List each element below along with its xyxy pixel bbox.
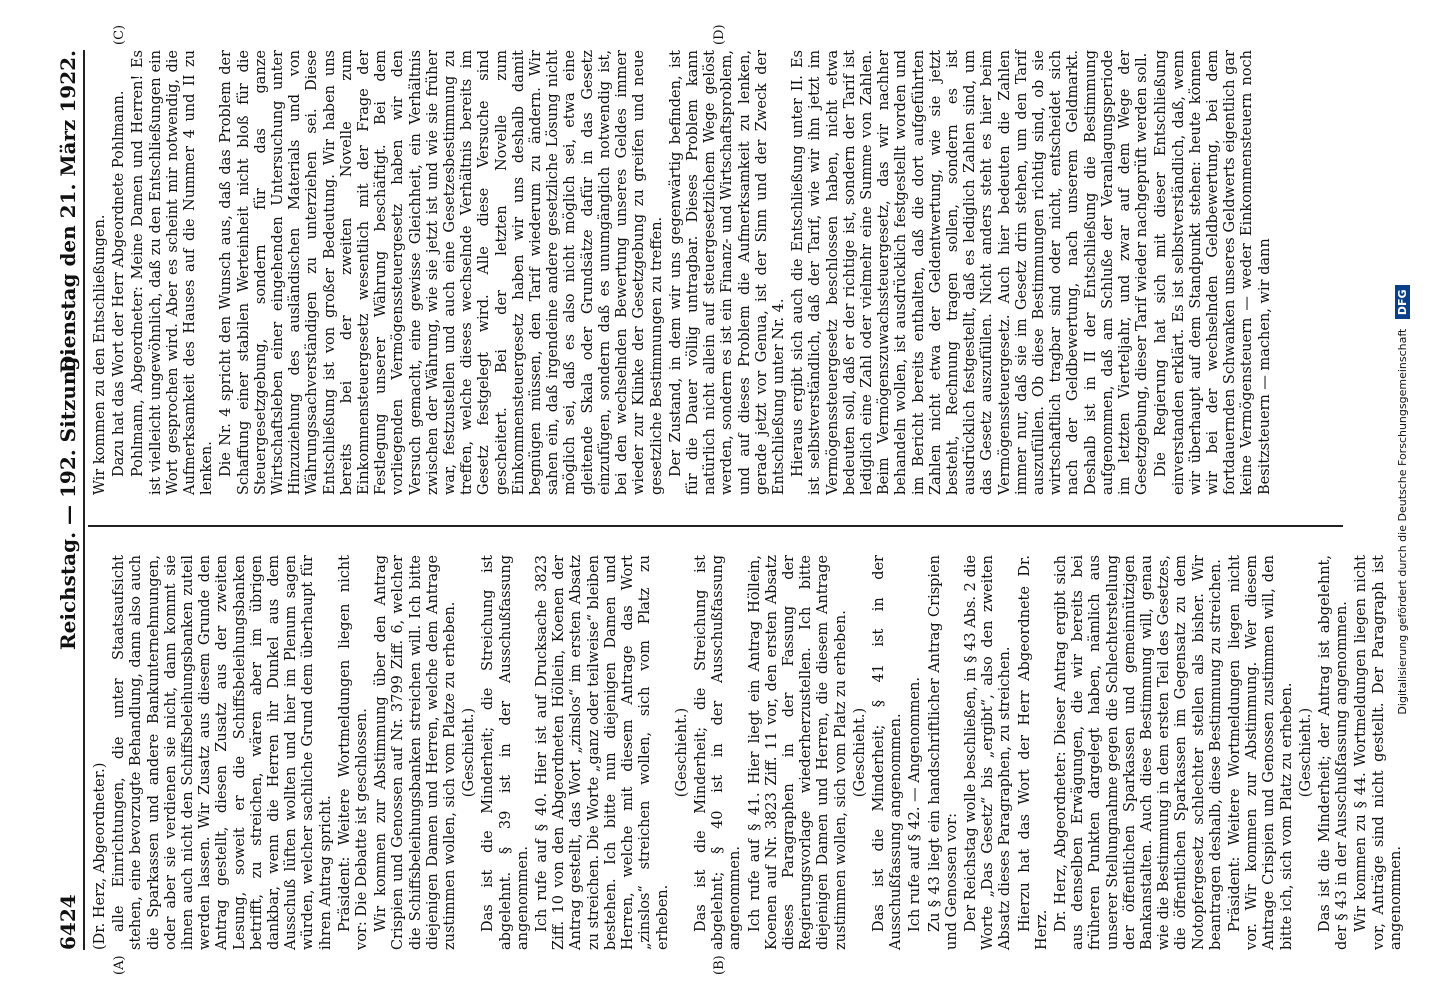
paragraph: Dr. Herz, Abgeordneter: Dieser Antrag ergibt sich aus denselben Erwägungen, die wir bereits bei früheren Punkten dargelegt haben, nämlich aus unserer Stellungnahme gegen die Schlechterstellung der öffentlichen Sparkassen und gemeinnützigen Bankanstalten. Auch diese Bestimmung will, genau wie die Bestimmung in dem ersten Teil des Gesetzes, die öffentlichen Sparkassen im Gegensatz zu dem Notopfergesetz schlechter stellen als bisher. Wir beantragen deshalb, diese Bestimmung zu streichen. [1052,555,1224,950]
paragraph: Pohlmann, Abgeordneter: Meine Damen und Herren! Es ist vielleicht ungewöhnlich, daß zu den Entschließungen ein Wort gesprochen wird. Aber es scheint mir notwendig, die Aufmerksamkeit des Hauses auf die Nummer 4 und II zu lenken. [130,50,216,495]
session-date: Dienstag den 21. März 1922. [56,50,80,374]
margin-marker-d: (D) [712,24,727,45]
paragraph: Präsident: Weitere Wortmeldungen liegen nicht vor. Wir kommen zur Abstimmung. Wer diesem Antrage Crispien und Genossen zustimmen will, den bitte ich, sich vom Platz zu erheben. [1227,555,1295,950]
paragraph: Das ist die Minderheit; der Antrag ist abgelehnt, der § 43 in der Ausschußfassung angenommen. [1317,555,1351,950]
paragraph: Ich rufe auf § 41. Hier liegt ein Antrag Höllein, Koenen auf Nr. 3823 Ziff. 11 vor, den ersten Absatz dieses Paragraphen in der Fassung der Regierungsvorlage wiederherzustellen. Ich bitte diejenigen Damen und Herren, die diesem Antrage zustimmen wollen, sich vom Platz zu erheben. [746,555,849,950]
paragraph: Das ist die Minderheit; die Streichung ist abgelehnt; § 40 ist in der Ausschußfassung angenommen. [692,555,744,950]
paragraph: Ich rufe auf § 42. — Angenommen. [907,677,924,932]
paragraph: Der Reichstag wolle beschließen, in § 43 Abs. 2 die Worte „Das Gesetz“ bis „ergibt“, also den zweiten Absatz dieses Paragraphen, zu streichen. [962,555,1014,950]
session-title: Reichstag. — 192. Sitzung. [56,349,80,650]
paragraph: Der Zustand, in dem wir uns gegenwärtig befinden, ist für die Dauer völlig untragbar. Dieses Problem kann natürlich nicht allein auf steuergesetzlichem Wege gelöst werden, sondern es ist ein Finanz- und Wirtschaftsproblem, und auf dieses Problem die Aufmerksamkeit zu lenken, gerade jetzt vor Genua, ist der Sinn und der Zweck der Entschließung unter Nr. 4. [667,50,787,495]
paragraph: Dazu hat das Wort der Herr Abgeordnete Pohlmann. [111,90,128,477]
paragraph: Das ist die Minderheit; die Streichung ist abgelehnt. § 39 ist in der Ausschußfassung angenommen. [480,555,531,950]
paragraph: Hieraus ergibt sich auch die Entschließung unter II. Es ist selbstverständlich, daß der Tarif, wie wir ihn jetzt im Vermögenssteuergesetz beschlossen haben, nicht etwa bedeuten soll, daß er der richtige ist, sondern der Tarif ist lediglich eine Zahl oder vielmehr eine Summe von Zahlen. Beim Vermögenszuwachssteuergesetz, das wir nachher behandeln wollen, ist ausdrücklich festgestellt worden und im Bericht bereits enthalten, daß die dort aufgeführten Zahlen nicht etwa der Geldentwertung, wie sie jetzt besteht, Rechnung tragen sollen, sondern es ist ausdrücklich festgestellt, daß es lediglich Zahlen sind, um das Gesetz auszufüllen. Nicht anders steht es hier beim Vermögenssteuergesetz. Auch hier bedeuten die Zahlen immer nur, daß sie im Gesetz drin stehen, um den Tarif auszufüllen. Ob diese Bestimmungen richtig sind, ob sie wirtschaftlich tragbar sind oder nicht, entscheidet sich nach der Geldbewertung, nach unserem Geldmarkt. Deshalb ist in II der Entschließung die Bestimmung aufgenommen, daß am Schluße der Veranlagungsperiode im letzten Vierteljahr, und zwar auf dem Wege der Gesetzgebung, dieser Tarif wieder nachgeprüft werden soll. [790,50,1151,495]
paragraph: (Dr. Herz, Abgeordneter.) [92,762,108,950]
paragraph: Hierzu hat das Wort der Herr Abgeordnete Dr. Herz. [1016,555,1050,950]
paragraph: (Geschieht.) [1297,707,1314,798]
paragraph: (Geschieht.) [461,707,478,798]
page-number: 6424 [56,894,80,950]
paragraph: Zu § 43 liegt ein handschriftlicher Antrag Crispien und Genossen vor: [926,555,960,950]
left-column [92,555,1407,950]
column-divider [88,525,1343,527]
credit-text: Digitalisierung gefördert durch die Deutsche Forschungsgemeinschaft [1396,328,1409,715]
margin-marker-c: (C) [112,24,127,45]
paragraph: Wir kommen zur Abstimmung über den Antrag Crispien und Genossen auf Nr. 3799 Ziff. 6, welcher die Schiffsbeleihungsbanken streichen will. Ich bitte diejenigen Damen und Herren, welche dem Antrage zustimmen wollen, sich vom Platze zu erheben. [373,555,459,950]
paragraph: Wir kommen zu § 44. Wortmeldungen liegen nicht vor, Anträge sind nicht gestellt. Der Paragraph ist angenommen. [1353,555,1404,950]
paragraph: alle Einrichtungen, die unter Staatsaufsicht stehen, eine bevorzugte Behandlung, dann also auch die Sparkassen und andere Bankunternehmungen, oder aber sie verdienen sie nicht, dann kommt sie ihnen auch nicht den Schiffsbeleihungsbanken zuteil werden lassen. Wir Zusatz aus diesem Grunde den Antrag gestellt, diesen Zusatz aus der zweiten Lesung, soweit er die Schiffsbeleihungsbanken betrifft, zu streichen, wären aber im übrigen dankbar, wenn die Herren ihr Dunkel aus dem Ausschuß lüften wollten und hier im Plenum sagen würden, welcher sachliche Grund dem überhaupt für ihren Antrag spricht. [111,555,334,950]
paragraph: Ich rufe auf § 40. Hier ist auf Drucksache 3823 Ziff. 10 von den Abgeordneten Höllein, Koenen der Antrag gestellt, das Wort „zinslos“ im ersten Absatz zu streichen. Die Worte „ganz oder teilweise“ bleiben bestehen. Ich bitte nun diejenigen Damen und Herren, welche mit diesem Antrage das Wort „zinslos“ streichen wollen, sich vom Platz zu erheben. [534,555,671,950]
paragraph: Präsident: Weitere Wortmeldungen liegen nicht vor: Die Debatte ist geschlossen. [336,555,371,950]
paragraph: (Geschieht.) [851,707,868,798]
right-column [92,50,1276,495]
paragraph: Das ist die Minderheit; § 41 ist in der Ausschußfassung angenommen. [870,555,905,950]
paragraph: Die Regierung hat sich mit dieser Entschließung einverstanden erklärt. Es ist selbstverständlich, daß, wenn wir überhaupt auf dem Standpunkt stehen: heute können wir bei der wechselnden Geldbewertung, bei dem fortdauernden Schwanken unseres Geldwerts eigentlich gar keine Vermögensteuern — weder Einkommensteuern noch Besitzsteuern — machen, wir dann [1153,50,1273,495]
margin-marker-b: (B) [712,955,727,975]
paragraph: Die Nr. 4 spricht den Wunsch aus, daß das Problem der Schaffung einer stabilen Werteinheit nicht bloß für die Steuergesetzgebung, sondern für das ganze Wirtschaftsleben einer eingehenden Untersuchung unter Hinzuziehung des ausländischen Materials und von Währungssachverständigen zu unterziehen sei. Diese Entschließung ist von großer Bedeutung. Wir haben uns bereits bei der zweiten Novelle zum Einkommensteuergesetz wesentlich mit der Frage der Festlegung unserer Währung beschäftigt. Bei dem vorliegenden Vermögenssteuergesetz haben wir den Versuch gemacht, eine gewisse Gleichheit, ein Verhältnis zwischen der Währung, wie sie jetzt ist und wie sie früher war, festzustellen und auch eine Gesetzesbestimmung zu treffen, welche dieses wechselnde Verhältnis bereits im Gesetz festgelegt wird. Alle diese Versuche sind gescheitert. Bei der letzten Novelle zum Einkommensteuergesetz haben wir uns deshalb damit begnügen müssen, den Tarif wiederum zu ändern. Wir sahen ein, daß irgendeine andere gesetzliche Lösung nicht möglich sei, daß es also nicht möglich sei, etwa eine gleitende Skala oder Grundsätze dafür in das Gesetz einzufügen, sondern daß es unumgänglich notwendig ist, bei den wechselnden Bewertung unseres Geldes immer wieder zur Klinke der Gesetzgebung zu greifen und neue gesetzliche Bestimmungen zu treffen. [218,50,665,495]
header-rule [83,50,85,950]
margin-marker-a: (A) [112,955,127,975]
paragraph: Wir kommen zu den Entschließungen. [92,214,108,495]
digitization-credit [1395,0,1425,1000]
dfg-logo: DFG [1395,285,1410,319]
page-header [50,50,86,950]
paragraph: (Geschieht.) [673,707,690,798]
